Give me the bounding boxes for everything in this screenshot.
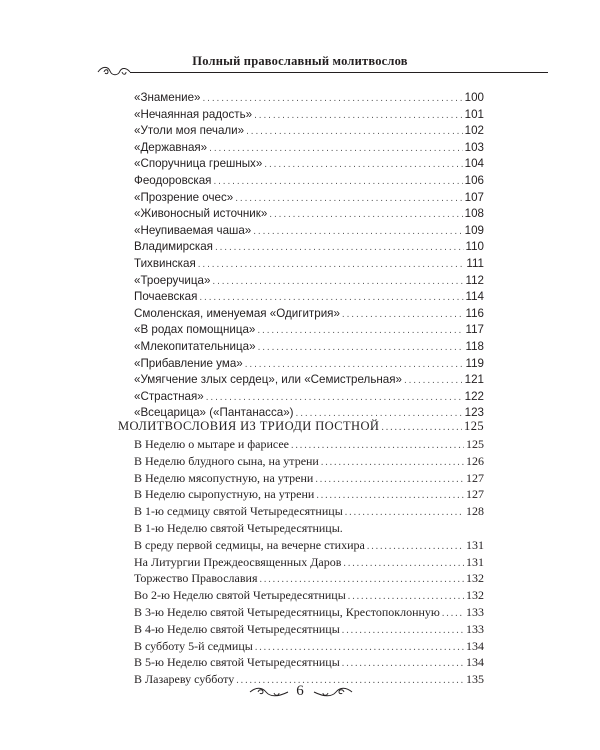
- toc-entry-page: 109: [464, 223, 484, 237]
- leader-dots: [254, 107, 463, 124]
- toc-entry: [134, 638, 484, 655]
- leader-dots: [348, 588, 464, 605]
- toc-entry-page: 132: [466, 588, 484, 603]
- running-head-title: Полный православный молитвослов: [192, 54, 408, 68]
- leader-dots: [367, 538, 464, 555]
- flourish-left-icon: [248, 684, 290, 700]
- toc-entry: [134, 371, 484, 388]
- toc-entry-title: «Прибавление ума»: [134, 356, 243, 370]
- toc-entry: [134, 321, 484, 338]
- toc-entry: [134, 453, 484, 470]
- toc-entry: [134, 255, 484, 272]
- toc-entry: [134, 89, 484, 106]
- leader-dots: [264, 156, 462, 173]
- toc-entry-title: Тихвинская: [134, 257, 196, 270]
- toc-entry: [134, 621, 484, 638]
- toc-entry-title: «Всецарица» («Пантанасса»): [134, 406, 294, 420]
- toc-entry-page: 126: [466, 453, 484, 468]
- toc-entry-page: 117: [465, 323, 484, 337]
- toc-entry-title: Смоленская, именуемая «Одигитрия»: [134, 306, 340, 320]
- toc-entry: [134, 189, 484, 206]
- toc-entry: [134, 338, 484, 355]
- leader-dots: [203, 90, 463, 107]
- toc-entry-title: «Страстная»: [134, 389, 204, 403]
- toc-entry-title: «В родах помощница»: [134, 323, 256, 337]
- leader-dots: [246, 123, 463, 140]
- section-page: 125: [464, 419, 484, 433]
- toc-entry-title: Торжество Православия: [134, 571, 258, 586]
- toc-entry-title: «Знамение»: [134, 91, 201, 104]
- leader-dots: [342, 622, 464, 639]
- toc-entry-page: 101: [464, 107, 484, 121]
- toc-entry: [134, 486, 484, 503]
- leader-dots: [213, 173, 462, 190]
- leader-dots: [316, 487, 464, 504]
- leader-dots: [315, 471, 464, 488]
- toc-entry: [134, 587, 484, 604]
- leader-dots: [209, 140, 463, 157]
- toc-entry: [134, 172, 484, 189]
- toc-entry: [134, 272, 484, 289]
- toc-entry-title: Почаевская: [134, 290, 198, 304]
- toc-entry: [134, 288, 484, 305]
- toc-entry-page: 106: [464, 174, 484, 187]
- leader-dots: [206, 389, 463, 406]
- toc-entry: [134, 570, 484, 587]
- toc-entry-title: Владимирская: [134, 240, 213, 254]
- toc-entry-page: 135: [466, 672, 484, 687]
- toc-entry-page: 127: [466, 487, 484, 502]
- toc-entry-page: 103: [464, 140, 484, 154]
- toc-entry-page: 133: [466, 605, 484, 619]
- toc-entry-page: 114: [465, 290, 484, 304]
- toc-entry: [134, 520, 484, 537]
- toc-entry-page: 104: [464, 157, 484, 171]
- leader-dots: [321, 454, 464, 471]
- leader-dots: [291, 437, 464, 454]
- toc-entry-title: «Живоносный источник»: [134, 207, 268, 221]
- toc-entry-title: «Троеручица»: [134, 273, 211, 287]
- toc-entry-title: «Млекопитательница»: [134, 340, 256, 353]
- toc-entry-page: 127: [466, 470, 484, 485]
- toc-entry-page: 107: [464, 190, 484, 204]
- toc-entry-page: 102: [464, 124, 484, 138]
- toc-entry-page: 132: [466, 571, 484, 586]
- leader-dots: [342, 306, 464, 323]
- leader-dots: [253, 223, 462, 240]
- toc-entry-title: В 5-ю Неделю святой Четыредесятницы: [134, 655, 340, 670]
- toc-entry-page: 131: [466, 537, 484, 552]
- toc-entry-page: 131: [466, 554, 484, 569]
- flourish-right-icon: [312, 684, 354, 700]
- toc-entry-page: 134: [466, 638, 484, 653]
- toc-entry-title: «Державная»: [134, 140, 208, 154]
- leader-dots: [235, 190, 462, 207]
- toc-entry-page: 119: [465, 356, 484, 370]
- toc-entry-title: В Неделю мясопустную, на утрени: [134, 470, 314, 485]
- toc-entry-title: «Прозрение очес»: [134, 190, 234, 204]
- leader-dots: [257, 322, 463, 339]
- toc-entry-title: В 1-ю седмицу святой Четыредесятницы: [134, 504, 343, 519]
- toc-entry: [134, 554, 484, 571]
- toc-entry-title: В 3-ю Неделю святой Четыредесятницы, Крестопоклонную: [134, 605, 440, 619]
- toc-entry: [134, 654, 484, 671]
- leader-dots: [215, 239, 464, 256]
- toc-entry: [134, 355, 484, 372]
- leader-dots: [258, 339, 464, 356]
- toc-entry: [134, 305, 484, 322]
- toc-entry: [134, 503, 484, 520]
- toc-entry-title: В Неделю блудного сына, на утрени: [134, 453, 319, 468]
- page-number: 6: [296, 683, 304, 699]
- toc-entry-page: 112: [465, 273, 484, 287]
- toc-entry: [134, 388, 484, 405]
- toc-entry-page: 128: [466, 504, 484, 519]
- toc-entry-title: В Лазареву субботу: [134, 672, 235, 687]
- leader-dots: [255, 639, 464, 656]
- leader-dots: [269, 206, 462, 223]
- toc-entry-title: «Споручница грешных»: [134, 157, 263, 171]
- toc-entry: [134, 604, 484, 621]
- toc-entry-title: В 4-ю Неделю святой Четыредесятницы: [134, 621, 340, 636]
- toc-entry-title: «Нечаянная радость»: [134, 107, 253, 121]
- toc-entry-title: В 1-ю Неделю святой Четыредесятницы.: [134, 521, 343, 535]
- toc-entry-title: «Неупиваемая чаша»: [134, 223, 252, 237]
- toc-entry: [134, 122, 484, 139]
- toc-entry-page: 111: [466, 257, 484, 270]
- toc-entry-page: 110: [465, 240, 484, 254]
- toc-entry: [134, 155, 484, 172]
- toc-entry-page: 123: [464, 406, 484, 420]
- toc-section-heading: [118, 418, 484, 435]
- leader-dots: [404, 372, 463, 389]
- toc-entry-page: 108: [464, 207, 484, 221]
- toc-entry-title: «Умягчение злых сердец», или «Семистрельная»: [134, 373, 402, 387]
- leader-dots: [198, 256, 464, 273]
- leader-dots: [259, 571, 464, 588]
- leader-dots: [381, 419, 462, 436]
- toc-entry-page: 100: [464, 91, 484, 104]
- toc-entry-page: 134: [466, 655, 484, 670]
- leader-dots: [345, 504, 464, 521]
- toc-entry: [134, 470, 484, 487]
- toc-entry-page: 122: [464, 389, 484, 403]
- toc-entry: [134, 106, 484, 123]
- leader-dots: [245, 356, 464, 373]
- toc-entry-page: 121: [464, 373, 484, 387]
- toc-entry-page: 118: [465, 340, 484, 353]
- toc-entry: [134, 139, 484, 156]
- leader-dots: [343, 555, 464, 572]
- toc-entry-title: Феодоровская: [134, 174, 212, 187]
- toc-entry-page: 125: [466, 437, 484, 451]
- toc-entry-title: «Утоли моя печали»: [134, 124, 245, 138]
- leader-dots: [342, 655, 464, 672]
- leader-dots: [199, 289, 463, 306]
- toc-entry-title: В Неделю сыропустную, на утрени: [134, 487, 315, 502]
- toc-entry-title: Во 2-ю Неделю святой Четыредесятницы: [134, 588, 346, 603]
- toc-entry-title: В Неделю о мытаре и фарисее: [134, 437, 289, 451]
- toc-entry: [134, 537, 484, 554]
- leader-dots: [212, 273, 463, 290]
- toc-entry: [134, 436, 484, 453]
- toc-entry-page: 133: [466, 621, 484, 636]
- toc-entry: [134, 205, 484, 222]
- toc-entry: [134, 238, 484, 255]
- leader-dots: [442, 605, 464, 622]
- section-title: МОЛИТВОСЛОВИЯ ИЗ ТРИОДИ ПОСТНОЙ: [118, 419, 380, 433]
- toc-entry: [134, 222, 484, 239]
- toc-entry-title: На Литургии Преждеосвященных Даров: [134, 554, 342, 569]
- toc-entry-title: В среду первой седмицы, на вечерне стихира: [134, 537, 365, 552]
- toc-entry-page: 116: [465, 306, 484, 320]
- toc-entry-title: В субботу 5-й седмицы: [134, 638, 253, 653]
